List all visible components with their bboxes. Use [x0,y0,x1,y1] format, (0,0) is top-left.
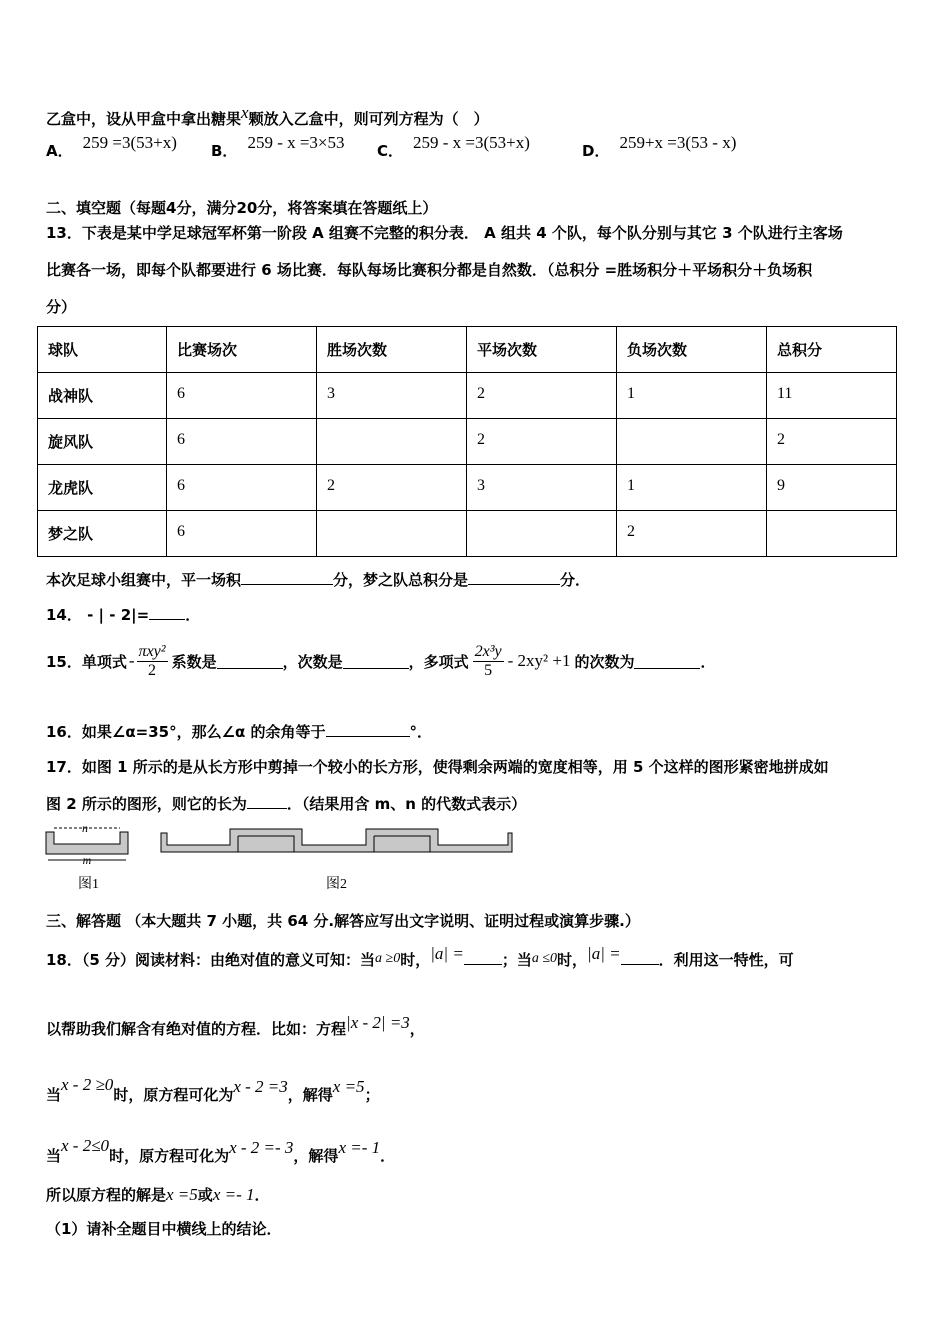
q18-line1 [46,944,794,970]
table-cell: 9 [767,465,897,511]
table-cell: 3 [467,465,617,511]
figure-1-caption: 图1 [78,877,99,892]
q12-option-a [46,133,177,161]
table-cell: 1 [617,465,767,511]
table-cell [467,511,617,557]
case2-eq: x - 2 =- 3 [229,1138,294,1157]
q17-line2a: 图 2 所示的图形，则它的长为 [46,795,247,813]
q15-b: 系数是 [171,652,217,671]
header-cell: 比赛场次 [167,327,317,373]
q15-c: ，次数是 [282,652,343,671]
concl-solution-2: x =- 1 [212,1185,255,1204]
header-cell: 胜场次数 [317,327,467,373]
table-cell: 6 [167,511,317,557]
answer-blank[interactable] [326,722,410,737]
case1-eq: x - 2 =3 [233,1077,288,1096]
table-cell [317,511,467,557]
polynomial-numerator: 2x³y [474,642,502,660]
q12-stem-a: 乙盒中，设从甲盒中拿出糖果 [46,110,242,128]
q13-after-a: 本次足球小组赛中，平一场积 [46,571,242,589]
case2-cond: x - 2≤0 [61,1136,110,1155]
q18-b: 时， [400,951,431,969]
case1-cond: x - 2 ≥0 [61,1075,114,1094]
q18-cond2: a ≤0 [531,951,558,966]
label-m: m [82,853,92,866]
q13-line2: 比赛各一场，即每个队都要进行 6 场比赛．每队每场比赛积分都是自然数．（总积分 =胜场积分＋平场积分＋负场积 [46,261,813,279]
q18-cond1: a ≥0 [375,951,401,966]
score-table [37,326,897,557]
answer-blank[interactable] [464,950,502,965]
team-name: 梦之队 [38,511,167,557]
answer-blank[interactable] [247,794,287,809]
table-row [38,465,897,511]
label-n: n [82,821,88,835]
case1-b: 时，原方程可化为 [113,1086,234,1104]
answer-blank[interactable] [621,950,659,965]
table-cell: 2 [467,419,617,465]
case2-end: ． [380,1147,396,1165]
q13-after-b: 分，梦之队总积分是 [333,571,469,589]
answer-blank[interactable] [241,570,333,585]
header-cell: 平场次数 [467,327,617,373]
q15-a: 15．单项式 [46,652,127,671]
team-name: 龙虎队 [38,465,167,511]
q16-end: °． [409,723,433,741]
case2-b: 时，原方程可化为 [109,1147,230,1165]
q12-option-b [211,133,345,161]
q14 [46,604,200,625]
q15-d: ，多项式 [408,652,469,671]
table-cell [767,511,897,557]
table-cell: 6 [167,419,317,465]
option-expr: 259+x =3(53 - x) [619,133,737,152]
header-cell: 球队 [38,327,167,373]
table-cell [617,419,767,465]
answer-blank[interactable] [468,570,560,585]
section-3-heading: 三、解答题 （本大题共 7 小题，共 64 分.解答应写出文字说明、证明过程或演算步骤.） [46,912,640,930]
polynomial-fraction [473,643,504,680]
case1-sol: x =5 [332,1077,365,1096]
q13-answer-line [46,569,590,590]
option-expr: 259 - x =3(53+x) [413,133,530,152]
concl-a: 所以原方程的解是 [46,1186,167,1204]
q18-conclusion [46,1184,270,1205]
table-cell: 6 [167,373,317,419]
answer-blank[interactable] [343,654,409,669]
q15-e: 的次数为 [574,652,635,671]
table-row [38,373,897,419]
concl-end: ． [254,1186,270,1204]
q12-var: x [241,103,249,122]
q15 [46,637,716,685]
q18-line2 [46,1013,425,1039]
q18-case1 [46,1075,380,1105]
q18-e: ．利用这一特性，可 [658,951,794,969]
option-label: D． [582,142,610,160]
q18-comma: ， [409,1020,425,1038]
q12-option-d [582,133,737,161]
concl-or: 或 [197,1186,213,1204]
concl-solution-1: x =5 [166,1185,198,1204]
q14-text: 14． - | - 2|= [46,606,150,624]
q12-stem-b: 颗放入乙盒中，则可列方程为（ ） [248,110,489,128]
table-row [38,419,897,465]
case2-sol: x =- 1 [338,1138,381,1157]
q18-case2 [46,1136,395,1166]
option-label: C． [377,142,404,160]
q16 [46,721,432,742]
answer-blank[interactable] [149,605,185,620]
table-cell: 2 [767,419,897,465]
q12-stem [46,103,489,129]
q14-end: ． [185,606,201,624]
monomial-fraction [137,643,168,680]
q13-line1: 13．下表是某中学足球冠军杯第一阶段 A 组赛不完整的积分表． A 组共 4 个队，每个队分别与其它 3 个队进行主客场 [46,224,843,242]
monomial-denominator: 2 [148,661,157,679]
q13-after-c: 分． [560,571,591,589]
case1-a: 当 [46,1086,62,1104]
team-name: 旋风队 [38,419,167,465]
minus-sign: - [128,651,135,670]
figure-2 [158,826,514,856]
table-cell: 1 [617,373,767,419]
table-cell: 3 [317,373,467,419]
figure-2-caption: 图2 [326,877,347,892]
section-2-heading: 二、填空题（每题4分，满分20分，将答案填在答题纸上） [46,199,438,217]
polynomial-rest: - 2xy² +1 [507,651,571,670]
q18-line2-text: 以帮助我们解含有绝对值的方程．比如：方程 [46,1020,347,1038]
polynomial-denominator: 5 [484,661,493,679]
option-expr: 259 =3(53+x) [82,133,177,152]
table-row [38,511,897,557]
q18-c: ；当 [501,951,532,969]
q18-a: 18．（5 分）阅读材料：由绝对值的意义可知：当 [46,951,376,969]
team-name: 战神队 [38,373,167,419]
table-cell: 2 [617,511,767,557]
header-cell: 负场次数 [617,327,767,373]
q18-abs1: |a| = [430,944,464,963]
q18-part1: （1）请补全题目中横线上的结论． [46,1220,282,1238]
option-label: B． [211,142,238,160]
table-cell [317,419,467,465]
q17-line1: 17．如图 1 所示的是从长方形中剪掉一个较小的长方形，使得剩余两端的宽度相等，用 5 个这样的图形紧密地拼成如 [46,758,829,776]
case1-c: ，解得 [287,1086,333,1104]
q15-f: ． [700,652,716,671]
q18-equation: |x - 2| =3 [346,1013,410,1032]
answer-blank[interactable] [634,654,700,669]
q17-line2 [46,793,526,814]
option-expr: 259 - x =3×53 [247,133,345,152]
q18-d: 时， [557,951,588,969]
figure-1 [44,820,130,866]
q13-line3: 分） [46,298,77,316]
case1-end: ； [364,1086,380,1104]
table-cell: 6 [167,465,317,511]
table-cell: 11 [767,373,897,419]
q18-abs2: |a| = [587,944,621,963]
q12-option-c [377,133,530,161]
case2-c: ，解得 [293,1147,339,1165]
answer-blank[interactable] [217,654,283,669]
table-cell: 2 [467,373,617,419]
table-header-row [38,327,897,373]
monomial-numerator: πxy² [138,642,166,660]
q16-text: 16．如果∠α=35°，那么∠α 的余角等于 [46,723,326,741]
option-label: A． [46,142,73,160]
table-cell: 2 [317,465,467,511]
header-cell: 总积分 [767,327,897,373]
case2-a: 当 [46,1147,62,1165]
q17-line2b: ．（结果用含 m、n 的代数式表示） [286,795,527,813]
